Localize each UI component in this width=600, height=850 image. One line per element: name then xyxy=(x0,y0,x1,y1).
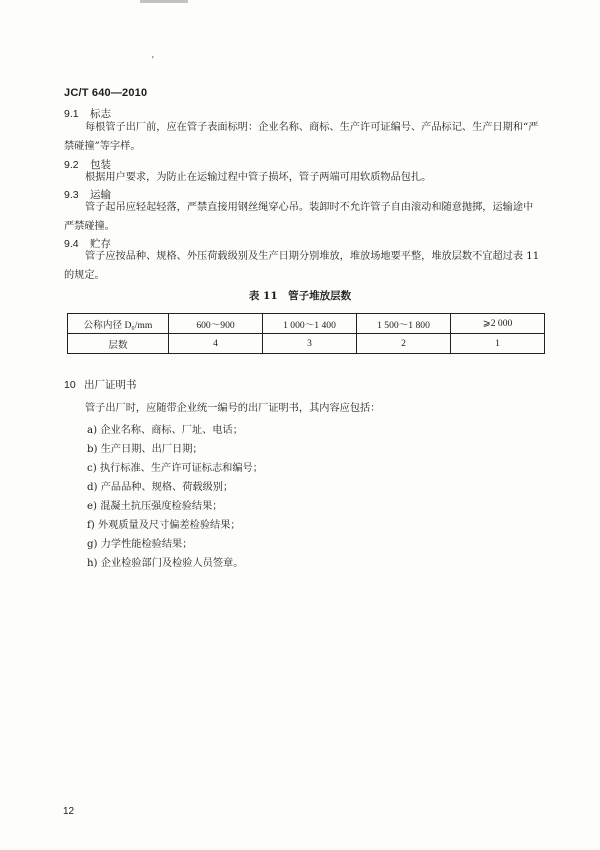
table-cell: 2 xyxy=(357,334,451,354)
list-item: f) 外观质量及尺寸偏差检验结果； xyxy=(87,520,241,531)
section-title: 出厂证明书 xyxy=(84,379,137,391)
section-number: 9.4 xyxy=(64,238,79,250)
section-number: 9.3 xyxy=(64,189,79,201)
table-cell: 3 xyxy=(263,334,357,354)
section-10-intro: 管子出厂时，应随带企业统一编号的出厂证明书，其内容应包括： xyxy=(85,403,381,414)
page-number: 12 xyxy=(63,806,75,817)
stacking-layers-table xyxy=(67,313,545,354)
section-9-2-text: 根据用户要求，为防止在运输过程中管子损坏，管子两端可用软质物品包扎。 xyxy=(85,172,432,183)
list-item: d) 产品品种、规格、荷载级别； xyxy=(87,482,234,493)
list-item: b) 生产日期、出厂日期； xyxy=(87,444,203,455)
section-number: 9.2 xyxy=(64,159,79,171)
table-cell: ⩾2 000 xyxy=(451,314,545,334)
section-number: 10 xyxy=(64,379,76,391)
list-item: g) 力学性能检验结果； xyxy=(87,539,193,550)
list-item: h) 企业检验部门及检验人员签章。 xyxy=(87,558,244,569)
scan-artifact xyxy=(140,0,188,3)
table-row xyxy=(68,314,545,334)
table-cell: 4 xyxy=(169,334,263,354)
document-code: JC/T 640—2010 xyxy=(64,87,148,99)
list-item: c) 执行标准、生产许可证标志和编号； xyxy=(87,463,263,474)
section-number: 9.1 xyxy=(64,108,79,120)
section-9-1-text: 每根管子出厂前，应在管子表面标明：企业名称、商标、生产许可证编号、产品标记、生产日期和“严禁碰撞”等字样。 xyxy=(64,122,539,152)
section-10-heading xyxy=(64,377,137,392)
section-title: 包装 xyxy=(90,159,111,171)
table-cell: 1 500～1 800 xyxy=(357,314,451,334)
list-item: e) 混凝土抗压强度检验结果； xyxy=(87,501,223,512)
section-title: 标志 xyxy=(90,108,111,120)
section-9-4-text: 管子应按品种、规格、外压荷载级别及生产日期分别堆放，堆放场地要平整，堆放层数不宜超过表 11 的规定。 xyxy=(64,251,540,281)
table-cell: 600～900 xyxy=(169,314,263,334)
scan-speck: ʼ xyxy=(151,56,154,66)
table-row xyxy=(68,334,545,354)
section-title: 贮存 xyxy=(90,238,111,250)
section-title: 运输 xyxy=(90,189,111,201)
table-title: 表 11 管子堆放层数 xyxy=(248,290,352,302)
table-cell: 1 xyxy=(451,334,545,354)
table-header-cell: 层数 xyxy=(68,334,169,354)
section-9-3-text: 管子起吊应轻起轻落，严禁直接用钢丝绳穿心吊。装卸时不允许管子自由滚动和随意抛掷，运输途中严禁碰撞。 xyxy=(64,202,534,232)
list-item: a) 企业名称、商标、厂址、电话； xyxy=(87,425,243,436)
table-cell: 1 000～1 400 xyxy=(263,314,357,334)
table-header-cell: 公称内径 D₀/mm xyxy=(68,314,169,334)
